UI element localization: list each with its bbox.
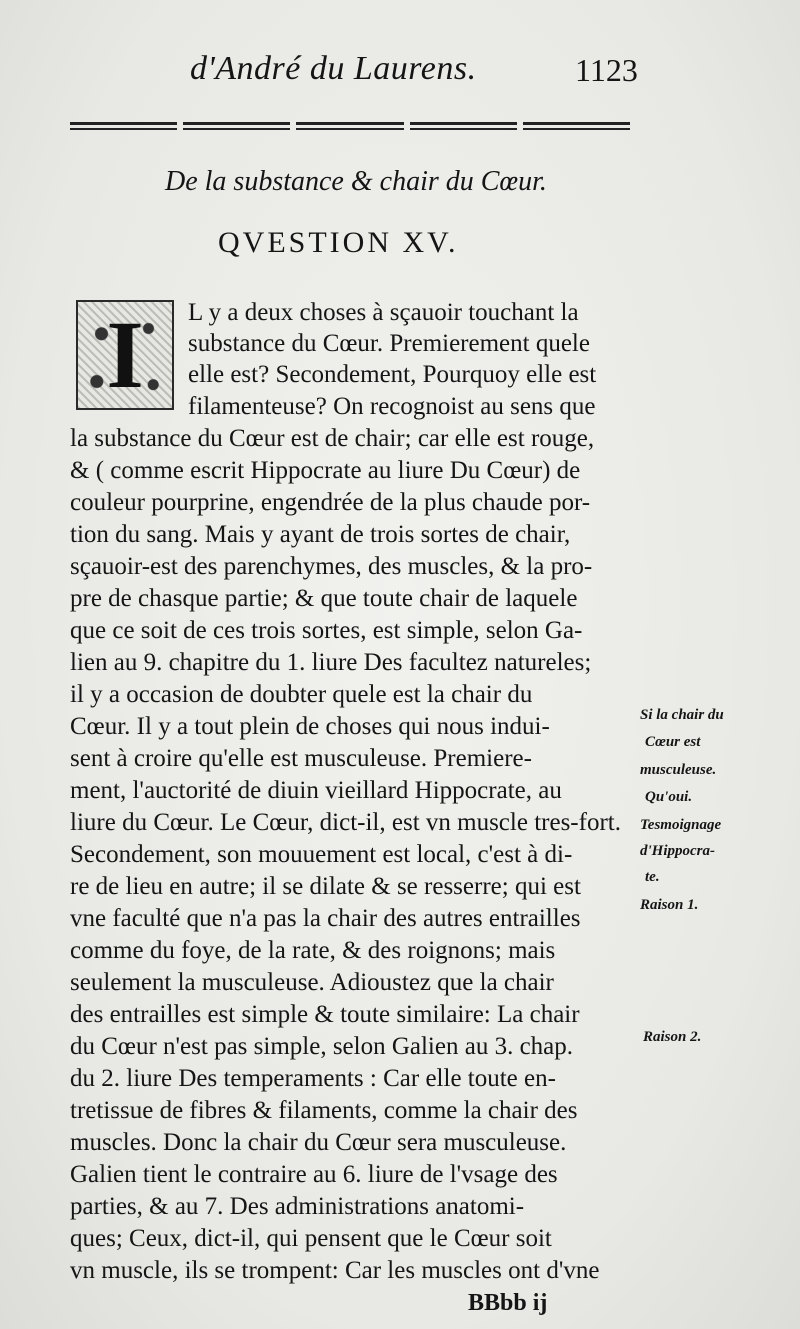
margin-note: d'Hippocra- xyxy=(640,843,715,859)
body-line: il y a occasion de doubter quele est la chair du xyxy=(70,681,533,708)
body-line: tion du sang. Mais y ayant de trois sortes de chair, xyxy=(70,521,571,548)
body-line: lien au 9. chapitre du 1. liure Des facultez natureles; xyxy=(70,649,592,676)
body-line: des entrailles est simple & toute similaire: La chair xyxy=(70,1001,580,1028)
margin-note: Cœur est xyxy=(645,734,701,750)
body-line: tretissue de fibres & filaments, comme la chair des xyxy=(70,1097,578,1124)
question-heading: QVESTION XV. xyxy=(218,226,459,259)
page-number: 1123 xyxy=(575,52,638,88)
margin-note: Raison 2. xyxy=(643,1029,702,1045)
margin-note: Tesmoignage xyxy=(640,817,722,833)
body-line: vne faculté que n'a pas la chair des autres entrailles xyxy=(70,905,581,932)
header-rule xyxy=(70,122,630,132)
initial-letter: I xyxy=(106,301,144,408)
margin-note: Qu'oui. xyxy=(645,789,693,805)
body-line: pre de chasque partie; & que toute chair de laquele xyxy=(70,585,578,612)
body-line: Cœur. Il y a tout plein de choses qui nous indui- xyxy=(70,713,550,740)
signature-mark: BBbb ij xyxy=(468,1290,548,1316)
body-line: re de lieu en autre; il se dilate & se resserre; qui est xyxy=(70,873,581,900)
body-line: filamenteuse? On recognoist au sens que xyxy=(188,393,596,420)
body-line: liure du Cœur. Le Cœur, dict-il, est vn muscle tres-fort. xyxy=(70,809,621,836)
body-line: ment, l'auctorité de diuin vieillard Hippocrate, au xyxy=(70,777,562,804)
body-line: elle est? Secondement, Pourquoy elle est xyxy=(188,361,597,388)
body-line: & ( comme escrit Hippocrate au liure Du Cœur) de xyxy=(70,457,581,484)
body-line: substance du Cœur. Premierement quele xyxy=(188,330,590,357)
body-line: sçauoir-est des parenchymes, des muscles, & la pro- xyxy=(70,553,593,580)
margin-note: Si la chair du xyxy=(640,707,724,723)
body-line: que ce soit de ces trois sortes, est simple, selon Ga- xyxy=(70,617,583,644)
body-line: parties, & au 7. Des administrations anatomi- xyxy=(70,1193,525,1220)
body-line: seulement la musculeuse. Adioustez que la chair xyxy=(70,969,554,996)
body-line: Galien tient le contraire au 6. liure de l'vsage des xyxy=(70,1161,558,1188)
body-line: vn muscle, ils se trompent: Car les muscles ont d'vne xyxy=(70,1257,600,1284)
body-line: du Cœur n'est pas simple, selon Galien au 3. chap. xyxy=(70,1033,574,1060)
running-head: d'André du Laurens. xyxy=(190,50,477,87)
body-line: du 2. liure Des temperaments : Car elle toute en- xyxy=(70,1065,556,1092)
margin-note: te. xyxy=(645,869,660,885)
section-title: De la substance & chair du Cœur. xyxy=(165,166,547,197)
body-line: sent à croire qu'elle est musculeuse. Premiere- xyxy=(70,745,532,772)
body-line: la substance du Cœur est de chair; car elle est rouge, xyxy=(70,425,595,452)
body-line: muscles. Donc la chair du Cœur sera musculeuse. xyxy=(70,1129,567,1156)
margin-note: musculeuse. xyxy=(640,762,717,778)
body-line: L y a deux choses à sçauoir touchant la xyxy=(188,299,579,326)
body-line: couleur pourprine, engendrée de la plus chaude por- xyxy=(70,489,591,516)
body-line: comme du foye, de la rate, & des roignons; mais xyxy=(70,937,556,964)
margin-note: Raison 1. xyxy=(640,897,699,913)
body-line: Secondement, son mouuement est local, c'est à di- xyxy=(70,841,573,868)
decorated-initial xyxy=(76,300,174,410)
body-line: ques; Ceux, dict-il, qui pensent que le Cœur soit xyxy=(70,1225,552,1252)
